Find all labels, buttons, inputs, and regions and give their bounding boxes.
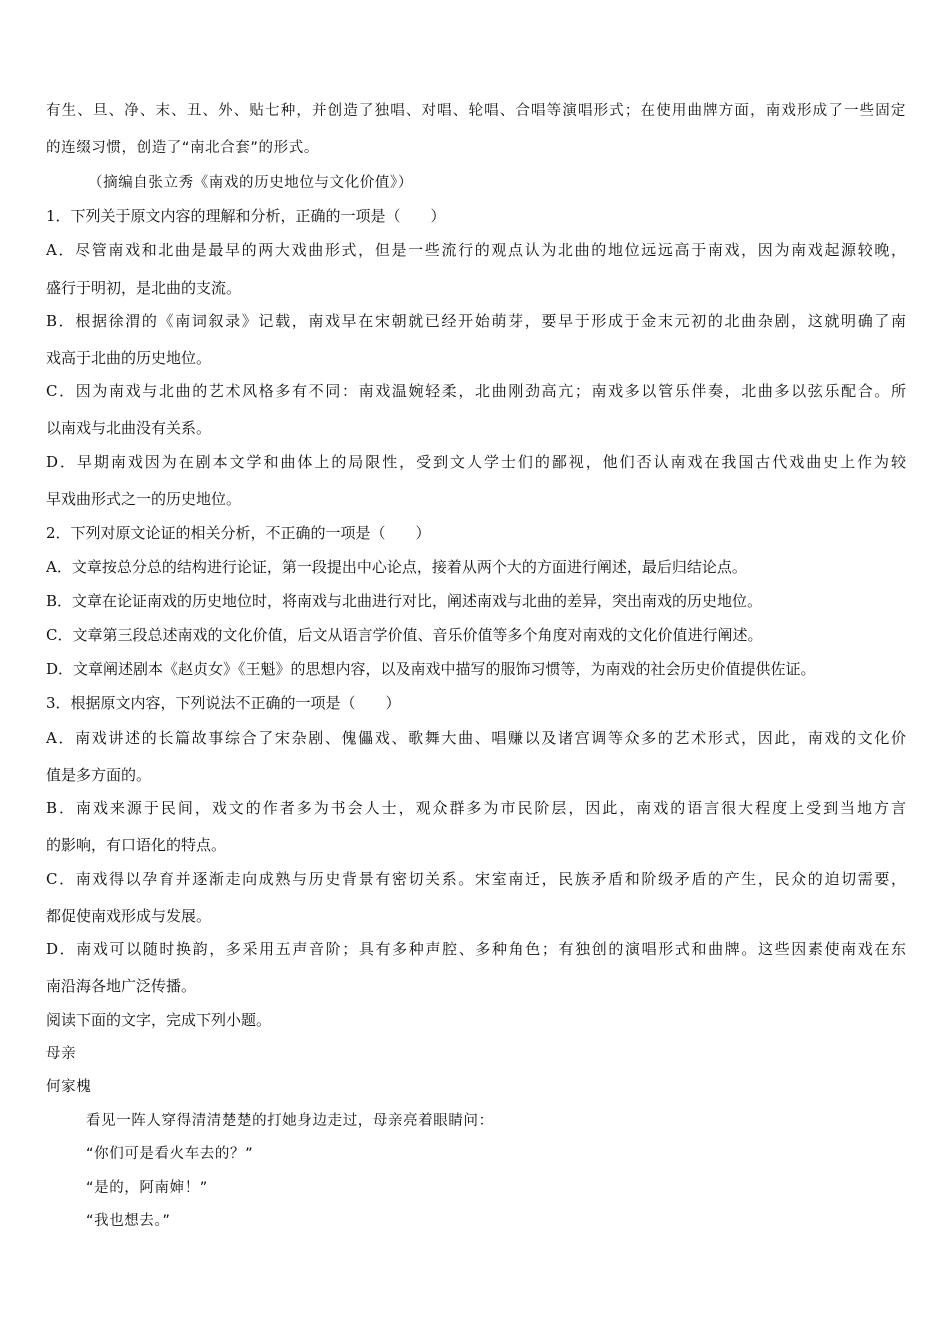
reading-title: 母亲 — [46, 1046, 77, 1062]
question-1-option-c: C．因为南戏与北曲的艺术风格多有不同：南戏温婉轻柔，北曲刚劲高亢；南戏多以管乐伴奏，北曲多以弦乐配合。所 — [46, 382, 906, 400]
question-1-option-c-cont: 以南戏与北曲没有关系。 — [46, 419, 212, 437]
question-3-option-d-cont: 南沿海各地广泛传播。 — [46, 977, 197, 995]
reading-paragraph: “我也想去。” — [86, 1213, 171, 1229]
question-1-option-d: D．早期南戏因为在剧本文学和曲体上的局限性，受到文人学士们的鄙视，他们否认南戏在我国古代戏曲史上作为较 — [46, 453, 906, 471]
question-1-option-a-cont: 盛行于明初，是北曲的支流。 — [46, 279, 242, 297]
question-2-option-a: A．文章按总分总的结构进行论证，第一段提出中心论点，接着从两个大的方面进行阐述，最后归结论点。 — [46, 558, 747, 576]
question-2-option-d: D．文章阐述剧本《赵贞女》《王魁》的思想内容，以及南戏中描写的服饰习惯等，为南戏的社会历史价值提供佐证。 — [46, 660, 816, 678]
question-3-option-c-cont: 都促使南戏形成与发展。 — [46, 907, 212, 925]
passage-line: 的连缀习惯，创造了“南北合套”的形式。 — [46, 140, 319, 156]
question-3-option-b: B．南戏来源于民间，戏文的作者多为书会人士，观众群多为市民阶层，因此，南戏的语言很大程度上受到当地方言 — [46, 799, 906, 817]
passage-source: （摘编自张立秀《南戏的历史地位与文化价值》） — [88, 175, 413, 191]
reading-paragraph: “你们可是看火车去的？” — [86, 1146, 254, 1162]
reading-paragraph: “是的，阿南婶！” — [86, 1180, 208, 1196]
reading-paragraph: 看见一阵人穿得清清楚楚的打她身边走过，母亲亮着眼睛问： — [86, 1113, 494, 1129]
question-1-option-a: A．尽管南戏和北曲是最早的两大戏曲形式，但是一些流行的观点认为北曲的地位远远高于南戏，因为南戏起源较晚， — [46, 241, 906, 259]
question-3-option-d: D．南戏可以随时换韵，多采用五声音阶；具有多种声腔、多种角色；有独创的演唱形式和曲牌。这些因素使南戏在东 — [46, 940, 906, 958]
question-1-option-b: B．根据徐渭的《南词叙录》记载，南戏早在宋朝就已经开始萌芽，要早于形成于金末元初的北曲杂剧，这就明确了南 — [46, 312, 906, 330]
reading-instruction: 阅读下面的文字，完成下列小题。 — [46, 1011, 272, 1029]
passage-line: 有生、旦、净、末、丑、外、贴七种，并创造了独唱、对唱、轮唱、合唱等演唱形式；在使用曲牌方面，南戏形成了一些固定 — [46, 103, 906, 119]
question-1-option-b-cont: 戏高于北曲的历史地位。 — [46, 349, 212, 367]
question-2-stem: 2．下列对原文论证的相关分析，不正确的一项是（ ） — [46, 524, 431, 542]
question-3-option-a-cont: 值是多方面的。 — [46, 766, 152, 784]
question-3-option-b-cont: 的影响，有口语化的特点。 — [46, 836, 227, 854]
question-3-option-a: A．南戏讲述的长篇故事综合了宋杂剧、傀儡戏、歌舞大曲、唱赚以及诸宫调等众多的艺术形式，因此，南戏的文化价 — [46, 729, 906, 747]
question-2-option-c: C．文章第三段总述南戏的文化价值，后文从语言学价值、音乐价值等多个角度对南戏的文化价值进行阐述。 — [46, 626, 763, 644]
question-3-stem: 3．根据原文内容，下列说法不正确的一项是（ ） — [46, 694, 401, 712]
question-2-option-b: B．文章在论证南戏的历史地位时，将南戏与北曲进行对比，阐述南戏与北曲的差异，突出南戏的历史地位。 — [46, 592, 763, 610]
question-1-option-d-cont: 早戏曲形式之一的历史地位。 — [46, 490, 242, 508]
question-3-option-c: C．南戏得以孕育并逐渐走向成熟与历史背景有密切关系。宋室南迁，民族矛盾和阶级矛盾的产生，民众的迫切需要， — [46, 870, 906, 888]
reading-author: 何家槐 — [46, 1079, 92, 1095]
question-1-stem: 1．下列关于原文内容的理解和分析，正确的一项是（ ） — [46, 207, 446, 225]
